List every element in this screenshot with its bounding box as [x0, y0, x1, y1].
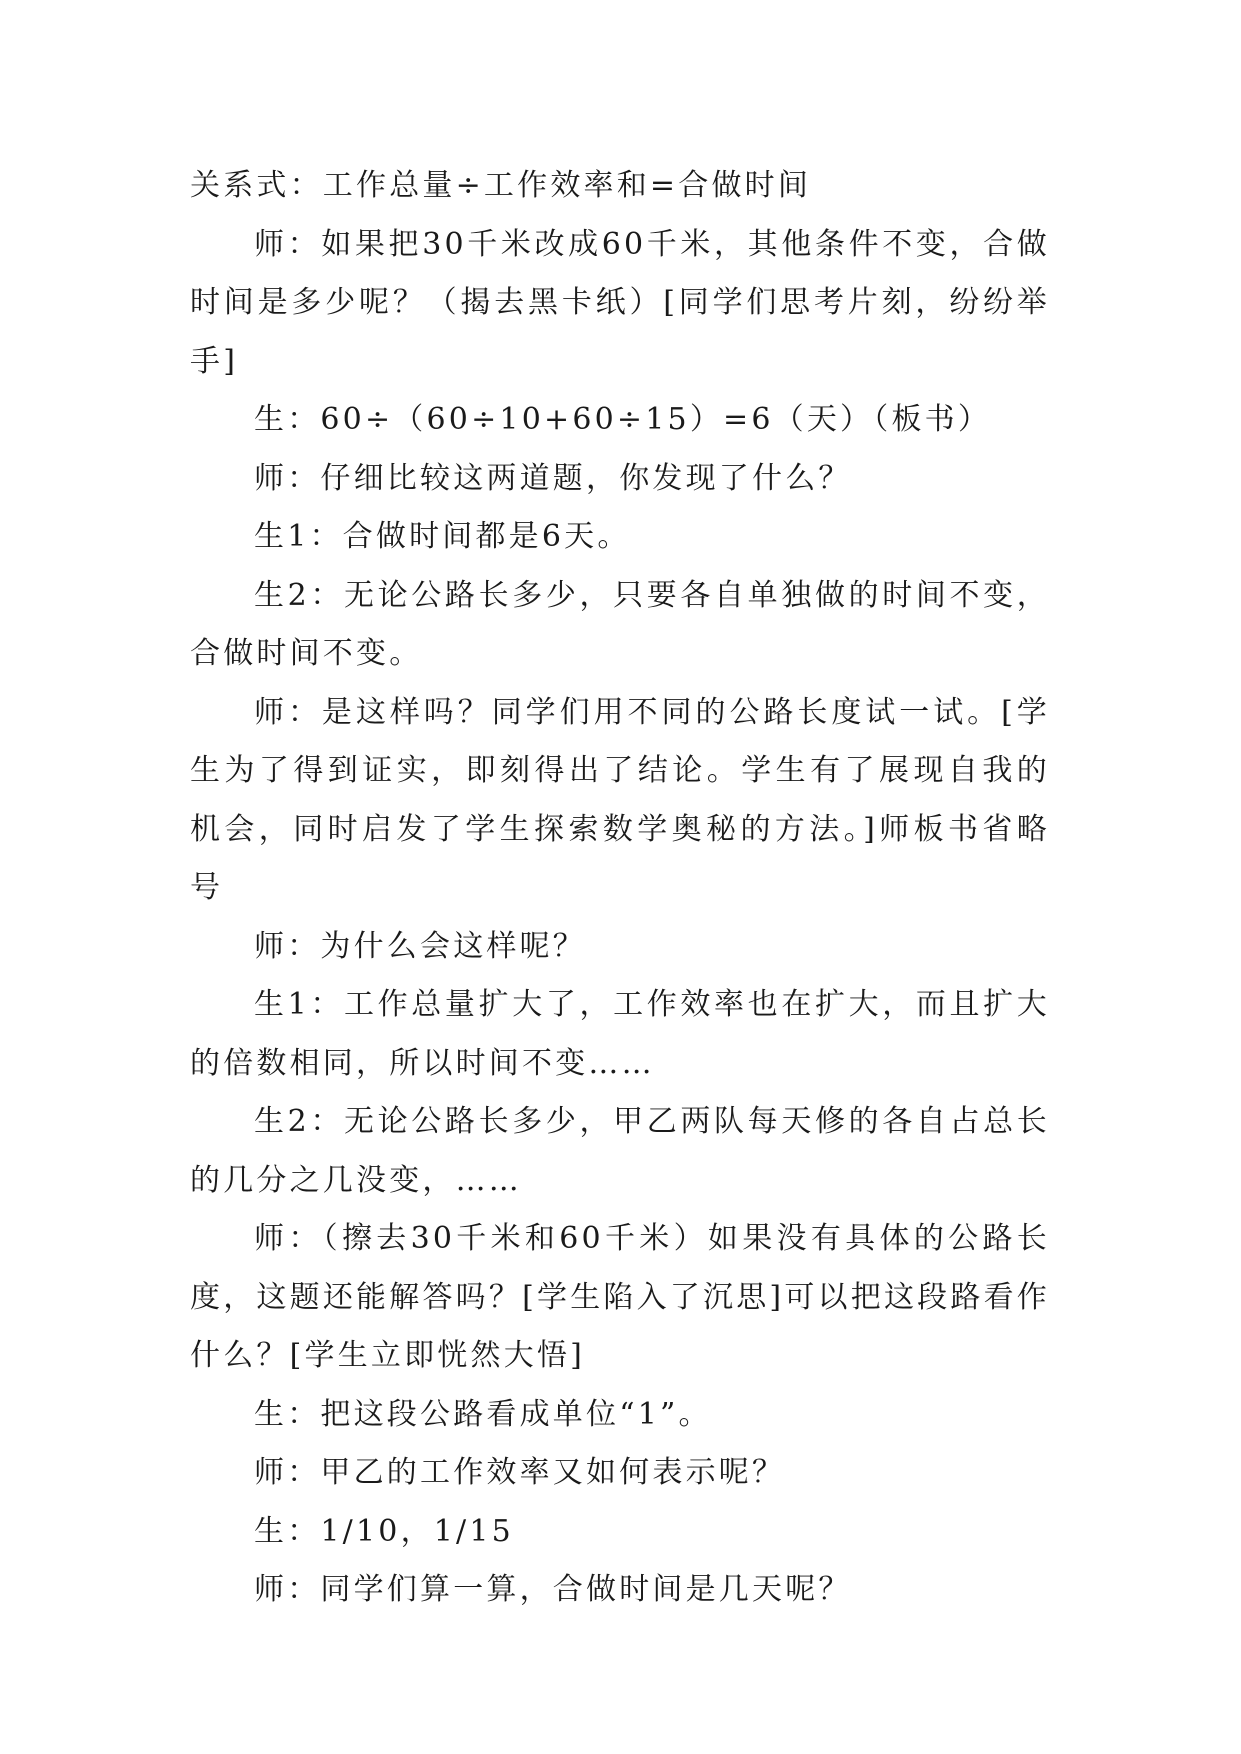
paragraph-teacher-no-length: 师：（擦去30千米和60千米）如果没有具体的公路长度，这题还能解答吗？[学生陷入了沉思]可以把这段路看作什么？[学生立即恍然大悟]	[190, 1221, 1050, 1373]
paragraph-student-calculation: 生：60÷（60÷10+60÷15）=6（天）（板书）	[254, 402, 992, 437]
paragraph-teacher-why: 师：为什么会这样呢？	[254, 928, 586, 964]
paragraph-student2-answer: 生2：无论公路长多少，只要各自单独做的时间不变，合做时间不变。	[190, 577, 1050, 671]
paragraph-student2-reason: 生2：无论公路长多少，甲乙两队每天修的各自占总长的几分之几没变，……	[190, 1104, 1050, 1198]
paragraph-student1-reason: 生1：工作总量扩大了，工作效率也在扩大，而且扩大的倍数相同，所以时间不变……	[190, 987, 1050, 1081]
paragraph-student-unit-one: 生：把这段公路看成单位“1”。	[254, 1396, 712, 1432]
paragraph-teacher-try-lengths: 师：是这样吗？同学们用不同的公路长度试一试。[学生为了得到证实，即刻得出了结论。学生有了展现自我的机会，同时启发了学生探索数学奥秘的方法。]师板书省略号	[190, 694, 1050, 905]
document-body	[190, 157, 1050, 1620]
paragraph-teacher-question-60km: 师：如果把30千米改成60千米，其他条件不变，合做时间是多少呢？（揭去黑卡纸）[同学们思考片刻，纷纷举手]	[190, 226, 1050, 379]
paragraph-relation-formula: 关系式：工作总量÷工作效率和=合做时间	[190, 168, 812, 203]
paragraph-student-fractions: 生：1/10，1/15	[254, 1513, 514, 1549]
paragraph-teacher-compute-days: 师：同学们算一算，合做时间是几天呢？	[254, 1572, 852, 1607]
paragraph-teacher-compare: 师：仔细比较这两道题，你发现了什么？	[254, 460, 852, 496]
paragraph-teacher-efficiency: 师：甲乙的工作效率又如何表示呢？	[254, 1455, 786, 1490]
paragraph-student1-answer: 生1：合做时间都是6天。	[254, 519, 631, 554]
